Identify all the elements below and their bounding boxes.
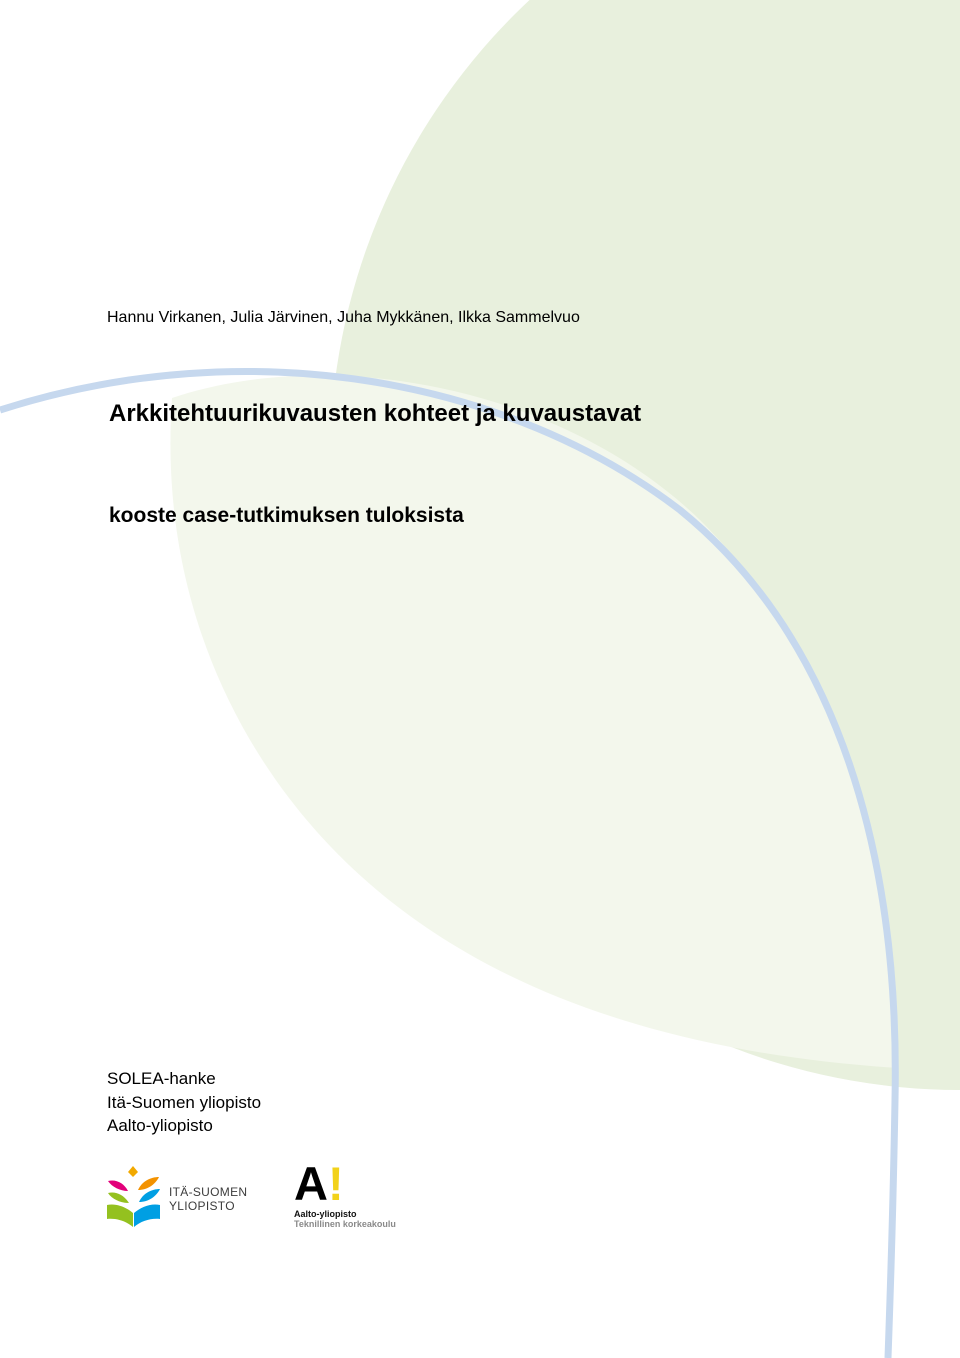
uef-logo-text xyxy=(169,1185,247,1213)
aalto-logo-name: Aalto-yliopisto xyxy=(294,1209,357,1219)
aalto-logo-exclamation: ! xyxy=(327,1157,344,1210)
organization-list xyxy=(107,1067,261,1138)
document-subtitle: kooste case-tutkimuksen tuloksista xyxy=(109,504,464,527)
aalto-logo-school: Teknillinen korkeakoulu xyxy=(294,1219,396,1229)
uef-logo-text-line2: YLIOPISTO xyxy=(169,1199,235,1213)
organization-aalto: Aalto-yliopisto xyxy=(107,1116,213,1135)
aalto-logo-letter: A xyxy=(294,1157,328,1210)
organization-uef: Itä-Suomen yliopisto xyxy=(107,1092,262,1112)
aalto-logo-mark xyxy=(294,1157,344,1210)
aalto-logo xyxy=(292,1157,402,1234)
organization-project: SOLEA-hanke xyxy=(107,1069,216,1088)
author-list: Hannu Virkanen, Julia Järvinen, Juha Mykkänen, Ilkka Sammelvuo xyxy=(107,309,580,326)
document-title: Arkkitehtuurikuvausten kohteet ja kuvaustavat xyxy=(109,400,642,427)
uef-logo-text-line1: ITÄ-SUOMEN xyxy=(169,1185,248,1199)
uef-book-logo-icon xyxy=(106,1163,164,1229)
uef-logo xyxy=(106,1163,256,1229)
